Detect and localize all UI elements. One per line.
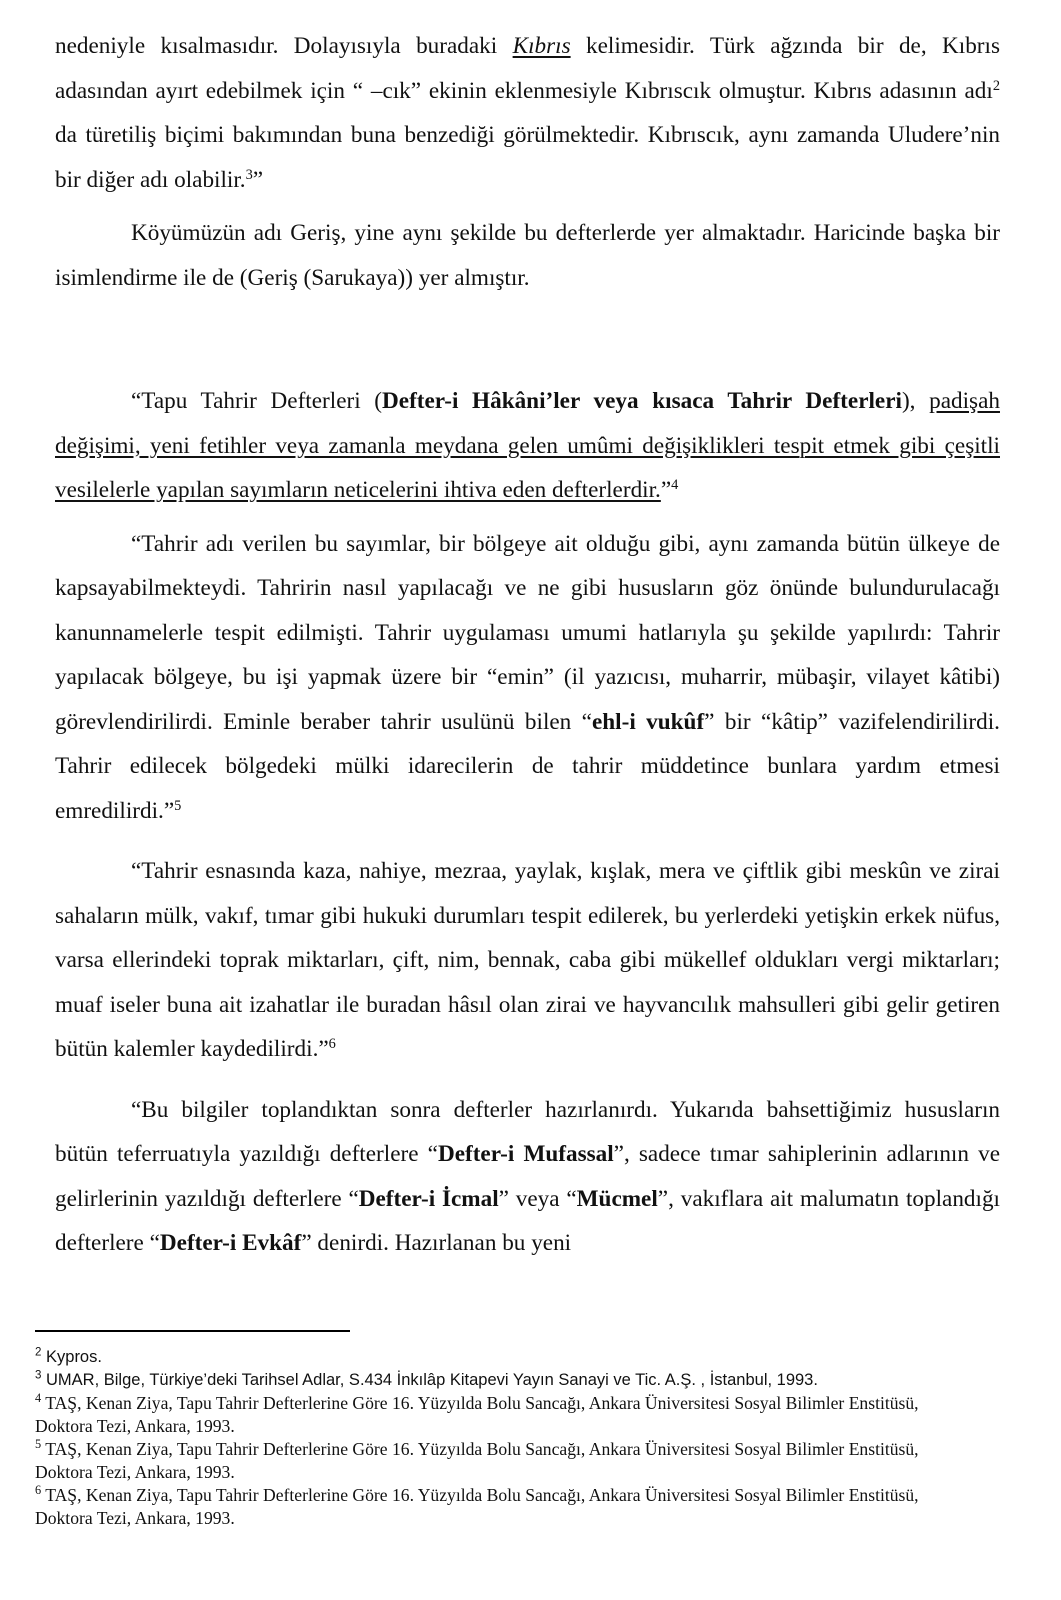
footnote-number: 6 [35,1483,42,1498]
footnote-text: TAŞ, Kenan Ziya, Tapu Tahrir Defterlerine Göre 16. Yüzyılda Bolu Sancağı, Ankara Üniversitesi Sosyal Bilimler Enstitüsü, Doktora Tezi, Ankara, 1993. [35,1393,919,1436]
text-run: ”, sadece tımar sahiplerinin adlarının ve gelirlerinin yazıldığı defterlere “ [55,1141,1000,1212]
text-run: “Tahrir adı verilen bu sayımlar, bir bölgeye ait olduğu gibi, aynı zamanda bütün ülkeye de kapsayabilmekteydi. Tahririn nasıl yapılacağı ve ne gibi hususların göz önünde bulundurulacağı kanunnamelerle tespit edilmişti. Tahrir uygulaması umumi hatlarıyla şu şekilde yapılırdı: Tahrir yapılacak bölgeye, bu işi yapmak üzere bir “emin” (il yazıcısı, muharrir, mübaşir, vilayet kâtibi) görevlendirilirdi. Eminle beraber tahrir usulünü bilen “ [55,530,1000,735]
bold-term: Defter-i İcmal [358,1185,499,1212]
paragraph-tahrir-records [55,849,1000,1072]
footnote-reference: 2 [992,77,1000,94]
bold-term: Defter-i Hâkâni’ler veya kısaca Tahrir Defterleri [382,388,902,414]
bold-term: Defter-i Mufassal [437,1141,614,1167]
footnote [35,1346,975,1369]
paragraph-village-name [55,211,1000,300]
text-run: “Tahrir esnasında kaza, nahiye, mezraa, yaylak, kışlak, mera ve çiftlik gibi meskûn ve zirai sahaların mülk, vakıf, tımar gibi hukuki durumları tespit edilerek, bu yerlerdeki yetişkin erkek nüfus, varsa ellerindeki toprak miktarları, çift, nim, bennak, caba gibi mükellef oldukları vergi miktarları; muaf iseler buna ait izahatlar ile buradan hâsıl olan zirai ve hayvancılık mahsulleri gibi gelir getiren bütün kalemler kaydedilirdi.” [55,858,1000,1062]
footnote [35,1392,975,1438]
text-run: ”, vakıflara ait malumatın toplandığı defterlere “ [55,1185,1000,1256]
footnote-number: 4 [35,1391,42,1406]
paragraph-cyprus-etymology [55,24,1000,202]
footnote [35,1369,975,1392]
text-run: Köyümüzün adı Geriş, yine aynı şekilde bu defterlerde yer almaktadır. Haricinde başka bir isimlendirme ile de (Geriş (Sarukaya)) yer almıştır. [55,220,1000,291]
paragraph-tapu-tahrir-definition [55,379,1000,513]
footnote-reference: 5 [174,797,182,814]
footnote-text: TAŞ, Kenan Ziya, Tapu Tahrir Defterlerine Göre 16. Yüzyılda Bolu Sancağı, Ankara Üniversitesi Sosyal Bilimler Enstitüsü, Doktora Tezi, Ankara, 1993. [35,1439,919,1482]
text-run: nedeniyle kısalmasıdır. Dolayısıyla buradaki [55,33,513,59]
bold-term: Mücmel [576,1185,658,1212]
text-run: ” [660,477,672,503]
text-run: “Bu bilgiler toplandıktan sonra defterler hazırlanırdı. Yukarıda bahsettiğimiz hususların bütün teferruatıyla yazıldığı defterlere “ [55,1096,1000,1167]
underlined-text: padişah değişimi, yeni fetihler veya zamanla meydana gelen umûmi değişiklikleri tespit etmek gibi çeşitli vesilelerle yapılan sayımların neticelerini ihtiva eden defterlerdir. [55,388,1000,503]
footnote-number: 2 [35,1346,42,1359]
emphasized-word: Kıbrıs [512,33,571,59]
paragraph-defter-types [55,1088,1000,1266]
paragraph-tahrir-census [55,522,1000,834]
text-run: ” denirdi. Hazırlanan bu yeni [301,1230,572,1256]
footnote [35,1484,975,1530]
document-body [55,24,1000,1266]
footnote-text: UMAR, Bilge, Türkiye’deki Tarihsel Adlar, S.434 İnkılâp Kitapevi Yayın Sanayi ve Tic. A.Ş. , İstanbul, 1993. [41,1371,818,1389]
footnote-text: TAŞ, Kenan Ziya, Tapu Tahrir Defterlerine Göre 16. Yüzyılda Bolu Sancağı, Ankara Üniversitesi Sosyal Bilimler Enstitüsü, Doktora Tezi, Ankara, 1993. [35,1485,919,1528]
text-run: ” bir “kâtip” vazifelendirilirdi. Tahrir edilecek bölgedeki mülki idarecilerin de tahrir müddetince bunlara yardım etmesi emredilirdi.” [55,708,1000,824]
text-run: da türetiliş biçimi bakımından buna benzediği görülmektedir. Kıbrıscık, aynı zamanda Uludere’nin bir diğer adı olabilir. [55,122,1000,193]
footnote-separator [35,1330,350,1332]
bold-term: Defter-i Evkâf [159,1230,302,1256]
bold-term: ehl-i vukûf [591,708,705,735]
footnote-text: Kypros. [41,1348,102,1366]
footnote-number: 5 [35,1437,42,1452]
footnotes-section [35,1330,975,1530]
text-run: kelimesidir. Türk ağzında bir de, Kıbrıs adasından ayırt edebilmek için “ –cık” ekinin eklenmesiyle Kıbrıscık olmuştur. Kıbrıs adasının adı [55,33,1000,104]
text-run: ” [252,166,264,193]
footnote-reference: 3 [245,166,253,183]
footnote-number: 3 [35,1369,42,1382]
text-run: ), [901,388,930,414]
text-run: “Tapu Tahrir Defterleri ( [131,388,383,414]
text-run: ” veya “ [498,1185,577,1212]
footnote-reference: 6 [328,1036,336,1053]
footnote-reference: 4 [671,477,679,494]
footnote [35,1438,975,1484]
